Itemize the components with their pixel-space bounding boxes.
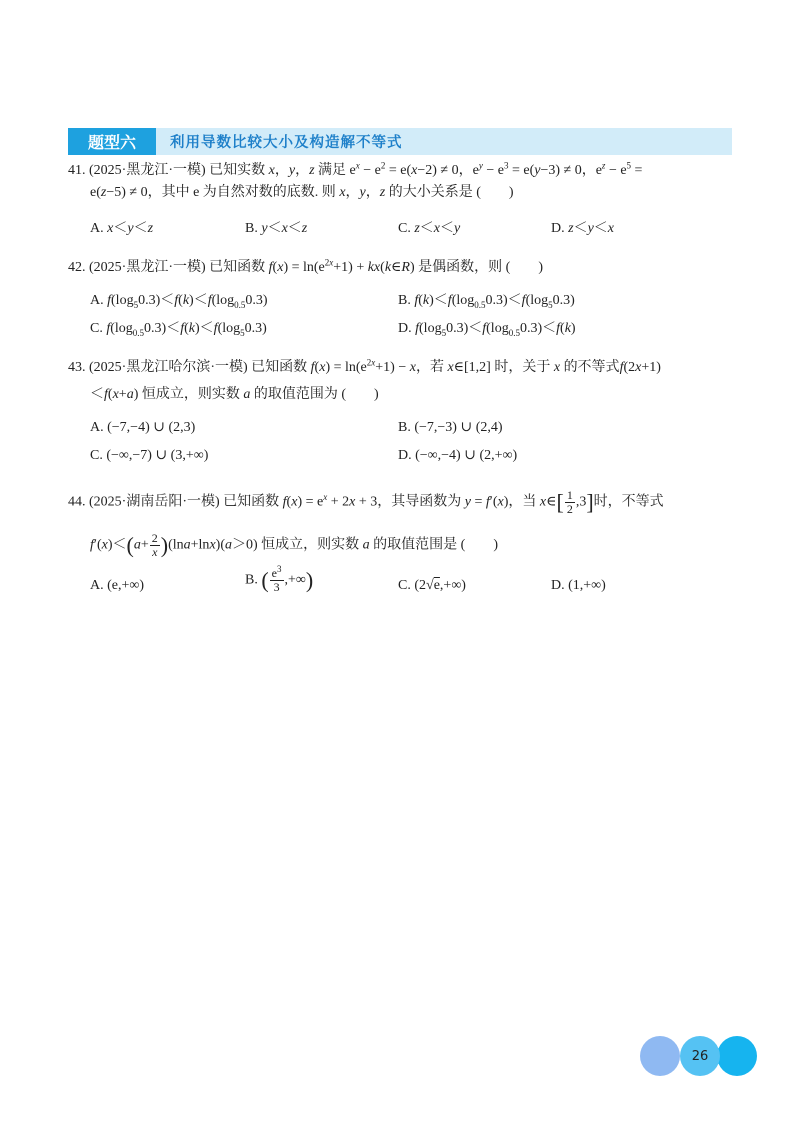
question-41: 41. (2025·黑龙江·一模) 已知实数 x，y，z 满足 $e^x - e^2 = e(x-2) \ne 0$，$e^y - e^3 = e(y-3) \ne 0$，$e^z - e^5$ = e(z−5) ≠ 0，其中 e 为自然对数的底数. 则 x，y，z 的大小关系是 ( ) [68, 160, 643, 200]
q44-option-d[interactable]: D. (1,+∞) [551, 578, 606, 593]
question-42: 42. (2025·黑龙江·一模) 已知函数 $f(x) = \ln(e^{2x}+1)$ + kx(k∈R) 是偶函数，则 ( ) [68, 257, 543, 275]
q43-mid3: 的不等式 [563, 360, 620, 375]
q42-option-d[interactable]: D. $f(\log_50.3)<f(\log_{0.5}0.3)<f(k)$ [398, 321, 576, 338]
q44-mid1: 其导函数为 [391, 494, 462, 510]
page-number: 26 [680, 1036, 720, 1076]
q44-mid3: 时，不等式 [593, 494, 664, 510]
q41-option-d[interactable]: D. z＜y＜x [551, 221, 615, 236]
q42-prefix: 42. (2025·黑龙江·一模) 已知函数 [68, 260, 266, 275]
q41-prefix: 41. (2025·黑龙江·一模) 已知实数 [68, 163, 266, 178]
q41-mid2: 其中 e 为自然对数的底数. 则 [161, 185, 336, 200]
q41-mid1: 满足 [318, 163, 347, 178]
q43-option-b[interactable]: B. (−7,−3) ∪ (2,4) [398, 420, 503, 435]
question-43: 43. (2025·黑龙江哈尔滨·一模) 已知函数 $f(x) = \ln(e^{2x}+1) - x$，若 x∈[1,2] 时，关于 x 的不等式f(2x+1) ＜f(x+a) 恒成立，则实数 a 的取值范围为 ( ) [68, 357, 661, 402]
section-banner [68, 128, 732, 155]
decor-circle-right [717, 1036, 757, 1076]
page-number-badge [640, 1036, 760, 1076]
q43-option-a[interactable]: A. (−7,−4) ∪ (2,3) [90, 420, 196, 435]
q42-option-c[interactable]: C. $f(\log_{0.5}0.3)<f(k)<f(\log_50.3)$ [90, 321, 267, 338]
q44-prefix: 44. (2025·湖南岳阳·一模) 已知函数 [68, 494, 280, 510]
q42-option-a[interactable]: A. $f(\log_50.3)<f(k)<f(\log_{0.5}0.3)$ [90, 293, 268, 310]
q42-option-b[interactable]: B. $f(k)<f(\log_{0.5}0.3)<f(\log_50.3)$ [398, 293, 575, 310]
q41-mid3: 的大小关系是 ( ) [388, 185, 514, 200]
q41-option-a[interactable]: A. x＜y＜z [90, 221, 154, 236]
q44-line2b: 的取值范围是 ( ) [373, 537, 498, 553]
decor-circle-left [640, 1036, 680, 1076]
q44-option-c[interactable]: C. (2√e,+∞) [398, 578, 466, 593]
q43-mid2: 时，关于 [494, 360, 551, 375]
q44-line2a: 恒成立，则实数 [261, 537, 360, 553]
q44-mid2: 当 [522, 494, 537, 510]
q41-option-b[interactable]: B. y＜x＜z [245, 221, 308, 236]
q43-option-d[interactable]: D. (−∞,−4) ∪ (2,+∞) [398, 448, 518, 463]
q43-prefix: 43. (2025·黑龙江哈尔滨·一模) 已知函数 [68, 360, 308, 375]
section-title: 利用导数比较大小及构造解不等式 [170, 135, 403, 151]
q44-option-b[interactable]: B. ( $\frac{e^3}{3}$ ,+∞) [245, 564, 314, 594]
q41-option-c[interactable]: C. z＜x＜y [398, 221, 461, 236]
q43-mid1: 若 [429, 360, 444, 375]
q43-line2a: 恒成立，则实数 [141, 387, 240, 402]
q42-suffix: 是偶函数，则 ( ) [418, 260, 543, 275]
question-44: 44. (2025·湖南岳阳·一模) 已知函数 $f(x) = e^x + 2x + 3$，其导函数为 y = f′(x)，当 x∈[ $\frac{1}{2}$ ,3]时，不等式 f′(x)＜(a+ $\frac{2}{x}$ )(lna+lnx)(a＞0) 恒成立，则实数 a 的取值范围是 ( ) [68, 488, 664, 559]
q43-option-c[interactable]: C. (−∞,−7) ∪ (3,+∞) [90, 448, 209, 463]
q43-line2b: 的取值范围为 ( ) [253, 387, 379, 402]
section-tag: 题型六 [68, 128, 156, 155]
q44-option-a[interactable]: A. (e,+∞) [90, 578, 145, 593]
